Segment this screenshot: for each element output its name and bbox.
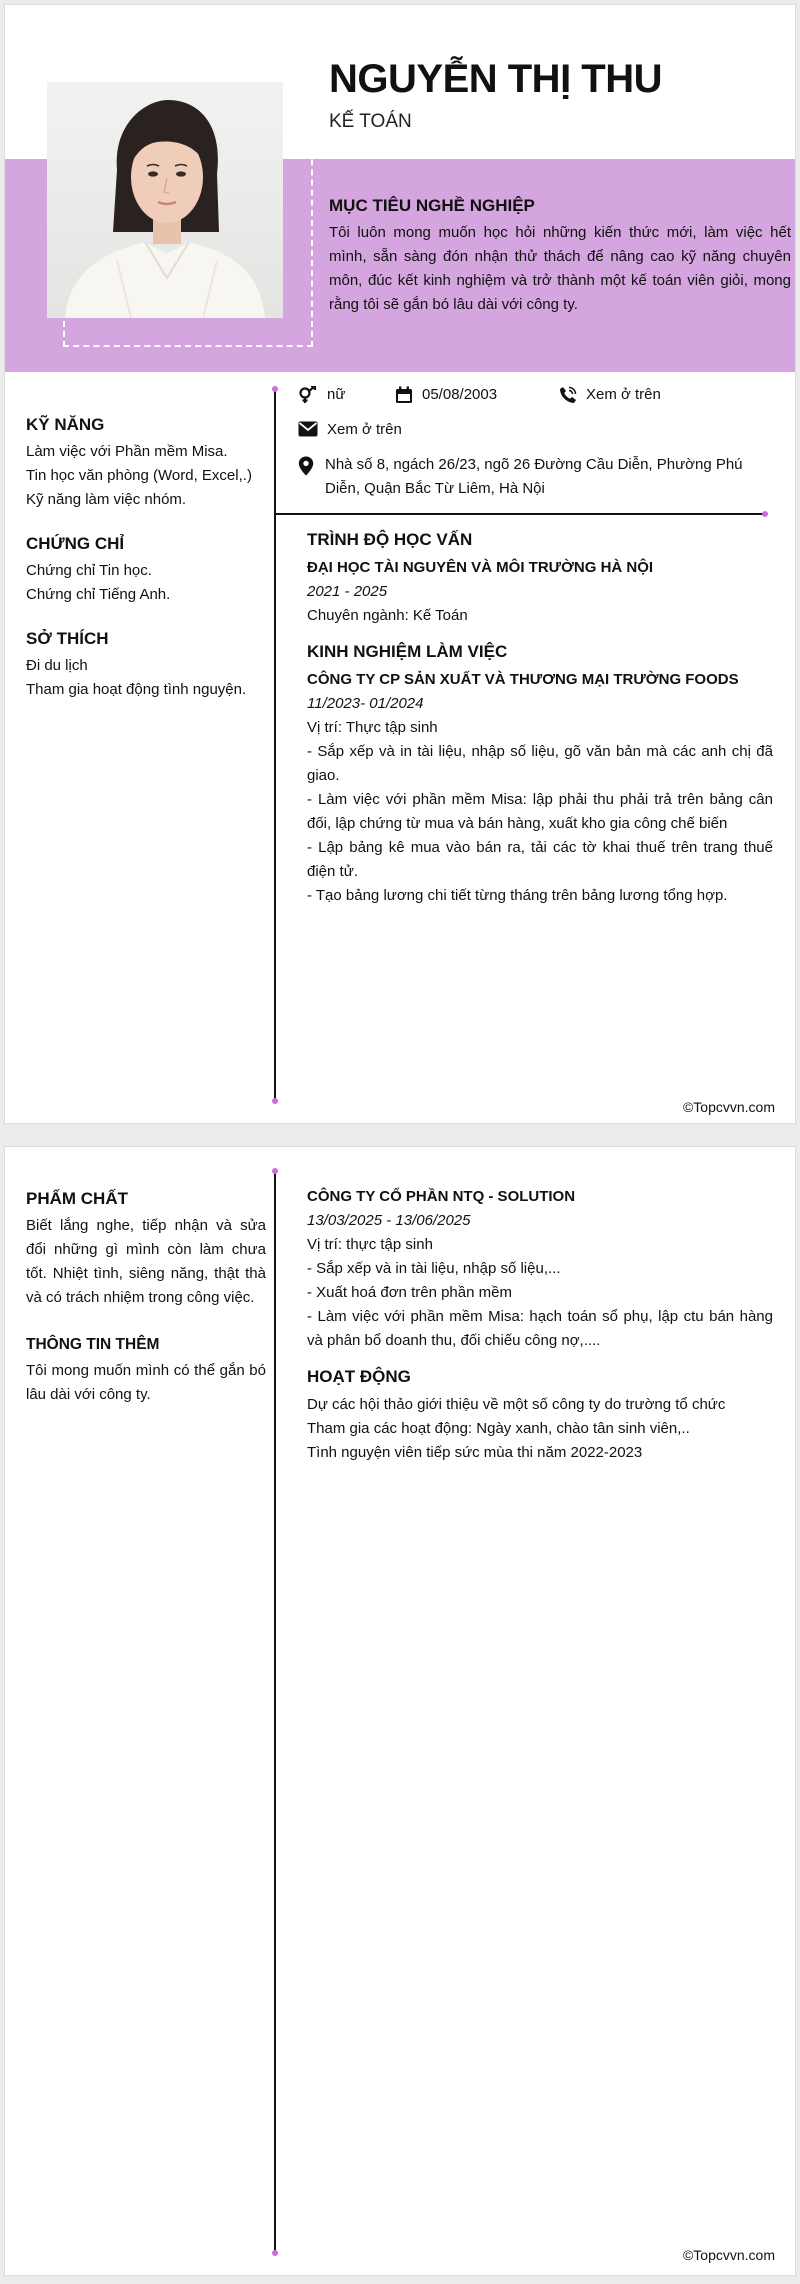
page-footer: ©Topcvvn.com [682, 2247, 775, 2263]
experience-section [307, 642, 773, 908]
activity-item: Tham gia các hoạt động: Ngày xanh, chào tân sinh viên,.. [307, 1420, 690, 1437]
job-duty: - Làm việc với phần mềm Misa: lập phải thu phải trả trên bảng cân đối, lập chứng từ mua và bán hàng, xuất kho gia công chế biến [307, 791, 773, 832]
gender-row [298, 383, 345, 407]
right-column [307, 1185, 773, 1479]
skill-item: Tin học văn phòng (Word, Excel,.) [26, 467, 252, 484]
hobby-item: Tham gia hoạt động tình nguyện. [26, 681, 247, 698]
contact-divider-line [275, 513, 763, 515]
job-duty: - Sắp xếp và in tài liệu, nhập số liệu, gõ văn bản mà các anh chị đã giao. [307, 743, 773, 784]
additional-info-text: Tôi mong muốn mình có thể gắn bó lâu dài với công ty. [26, 1362, 266, 1403]
candidate-name: NGUYỄN THỊ THU [329, 57, 662, 101]
job-position: Vị trí: thực tập sinh [307, 1236, 433, 1253]
hobby-item: Đi du lịch [26, 657, 88, 674]
birthday-value: 05/08/2003 [422, 386, 498, 403]
certificates-section [26, 534, 266, 607]
experience-continued [307, 1185, 773, 1353]
calendar-icon [395, 386, 413, 404]
objective-heading: MỤC TIÊU NGHỀ NGHIỆP [329, 196, 535, 215]
phone-row [559, 383, 661, 407]
hobbies-heading: SỞ THÍCH [26, 629, 109, 648]
objective-text: Tôi luôn mong muốn học hỏi những kiến thức mới, làm việc hết mình, sẵn sàng đón nhận thử thách để nâng cao kỹ năng chuyên môn, đúc kết kinh nghiệm và trở thành một kế toán viên giỏi, mong rằng tôi sẽ gắn bó lâu dài với công ty. [329, 224, 791, 313]
timeline-dot-top [272, 1168, 278, 1174]
skills-section [26, 415, 266, 512]
job-duty: - Tạo bảng lương chi tiết từng tháng trên bảng lương tổng hợp. [307, 887, 728, 904]
cv-page-2 [4, 1146, 796, 2276]
gender-icon [298, 386, 318, 404]
certificate-item: Chứng chỉ Tin học. [26, 562, 152, 579]
qualities-section [26, 1189, 266, 1310]
job-duty: - Sắp xếp và in tài liệu, nhập số liệu,... [307, 1260, 561, 1277]
profile-photo [47, 82, 283, 318]
job-duty: - Lập bảng kê mua vào bán ra, tải các tờ khai thuế trên trang thuế điện tử. [307, 839, 773, 880]
company-name: CÔNG TY CỔ PHẦN NTQ - SOLUTION [307, 1188, 576, 1205]
hobbies-section [26, 629, 266, 702]
activity-item: Tình nguyện viên tiếp sức mùa thi năm 2022-2023 [307, 1444, 643, 1461]
company-name: CÔNG TY CP SẢN XUẤT VÀ THƯƠNG MẠI TRƯỜNG FOODS [307, 671, 739, 688]
timeline-dot-bottom [272, 2250, 278, 2256]
phone-icon [559, 386, 577, 404]
left-column [26, 415, 266, 724]
cv-page-1 [4, 4, 796, 1124]
portrait-image [47, 82, 283, 318]
education-period: 2021 - 2025 [307, 583, 388, 600]
skill-item: Làm việc với Phần mềm Misa. [26, 443, 228, 460]
timeline-vertical-line [274, 1171, 276, 2253]
timeline-dot-bottom [272, 1098, 278, 1104]
right-column [307, 530, 773, 922]
activity-item: Dự các hội thảo giới thiệu về một số công ty do trường tổ chức [307, 1396, 726, 1413]
job-period: 11/2023- 01/2024 [307, 695, 424, 712]
additional-info-section [26, 1336, 266, 1407]
timeline-vertical-line [274, 389, 276, 1101]
job-position: Vị trí: Thực tập sinh [307, 719, 438, 736]
email-value: Xem ở trên [327, 421, 402, 438]
experience-heading: KINH NGHIỆM LÀM VIỆC [307, 642, 508, 661]
address-value: Nhà số 8, ngách 26/23, ngõ 26 Đường Cầu Diễn, Phường Phú Diễn, Quận Bắc Từ Liêm, Hà Nội [325, 456, 743, 497]
certificates-heading: CHỨNG CHỈ [26, 534, 125, 553]
activities-section [307, 1367, 773, 1465]
skills-heading: KỸ NĂNG [26, 415, 105, 434]
divider-dot-end [762, 511, 768, 517]
page-footer: ©Topcvvn.com [682, 1099, 775, 1115]
qualities-heading: PHẨM CHẤT [26, 1189, 128, 1208]
birthday-row [395, 383, 497, 407]
email-row [298, 418, 402, 442]
job-title: KẾ TOÁN [329, 111, 412, 132]
location-pin-icon [298, 456, 314, 476]
phone-value: Xem ở trên [586, 386, 661, 403]
education-heading: TRÌNH ĐỘ HỌC VẤN [307, 530, 473, 549]
career-objective-section [329, 196, 791, 317]
additional-info-heading: THÔNG TIN THÊM [26, 1336, 160, 1353]
certificate-item: Chứng chỉ Tiếng Anh. [26, 586, 171, 603]
left-column [26, 1189, 266, 1429]
job-period: 13/03/2025 - 13/06/2025 [307, 1212, 471, 1229]
job-duty: - Xuất hoá đơn trên phần mềm [307, 1284, 512, 1301]
email-icon [298, 421, 318, 437]
activities-heading: HOẠT ĐỘNG [307, 1367, 411, 1386]
school-name: ĐẠI HỌC TÀI NGUYÊN VÀ MÔI TRƯỜNG HÀ NỘI [307, 559, 654, 576]
skill-item: Kỹ năng làm việc nhóm. [26, 491, 187, 508]
education-major: Chuyên ngành: Kế Toán [307, 607, 468, 624]
education-section [307, 530, 773, 628]
timeline-dot-top [272, 386, 278, 392]
qualities-text: Biết lắng nghe, tiếp nhận và sửa đổi những gì mình còn làm chưa tốt. Nhiệt tình, siêng năng, thật thà và có trách nhiệm trong công việc. [26, 1217, 266, 1306]
address-row [298, 453, 768, 501]
job-duty: - Làm việc với phần mềm Misa: hạch toán sổ phụ, lập ctu bán hàng và phân bổ doanh thu, đối chiếu công nợ,.... [307, 1308, 773, 1349]
gender-value: nữ [327, 386, 346, 403]
